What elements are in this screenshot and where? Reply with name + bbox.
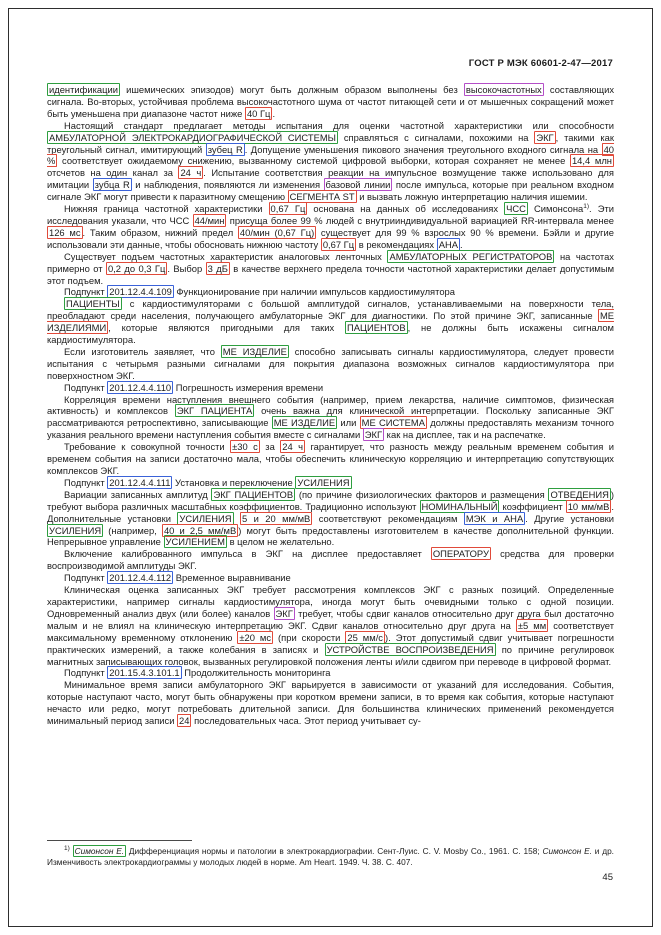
text-run: или xyxy=(337,417,360,429)
text-run: средства для проверки воспроизводимой амплитуды ЭКГ. xyxy=(47,548,614,572)
paragraph xyxy=(47,346,614,382)
text-run: . Допущение уменьшения пикового значения треугольного входного сигнала на xyxy=(244,143,602,155)
highlighted-term: ПАЦИЕНТОВ xyxy=(347,322,406,334)
text-run: на частотах примерно от xyxy=(47,250,614,274)
highlighted-term: ОПЕРАТОРУ xyxy=(432,548,489,560)
text-run: . xyxy=(459,238,463,250)
text-run: в целом не желательно. xyxy=(226,536,335,548)
highlighted-term: 3 дБ xyxy=(207,262,228,274)
highlighted-term: МЕ СИСТЕМА xyxy=(361,417,425,429)
text-run: , не должны быть искажены сигналом кардиостимулятора. xyxy=(47,322,614,346)
text-run: последовательных часа. Этот период учитывает су- xyxy=(191,715,421,727)
clause-heading xyxy=(47,667,614,679)
text-run: Временное выравнивание xyxy=(173,572,291,584)
highlighted-term: ±20 мс xyxy=(239,631,272,643)
text-run: , такими как треугольный сигнал, имитирующий xyxy=(47,131,614,155)
text-run: 1) xyxy=(583,202,590,210)
text-run: Если изготовитель заявляет, что xyxy=(64,345,221,357)
clause-heading xyxy=(47,382,614,394)
footnote-separator xyxy=(47,840,192,841)
text-run: ) требуют выбора различных масштабных коэффициентов. Традиционно используют xyxy=(47,488,614,512)
highlighted-term: АНА xyxy=(438,238,458,250)
text-run: Симонсон Е. xyxy=(542,846,592,856)
highlighted-term: 25 мм/с xyxy=(347,631,383,643)
highlighted-term: УСТРОЙСТВЕ ВОСПРОИЗВЕДЕНИЯ xyxy=(326,643,494,655)
highlighted-term: базовой линии xyxy=(325,179,391,191)
highlighted-term: 24 xyxy=(179,715,190,727)
highlighted-term: ПАЦИЕНТЫ xyxy=(66,298,120,310)
highlighted-term: 24 ч xyxy=(282,441,304,453)
highlighted-term: идентификации xyxy=(49,84,118,95)
text-run: . Выбор xyxy=(167,262,206,274)
paragraph xyxy=(47,298,614,346)
text-run: требует, чтобы сдвиг каналов относительно друг друга был достаточно малым и не влиял на клиническую интерпретацию ЭКГ. Сдвиг каналов относительно друг друга на xyxy=(47,607,614,631)
text-run: существует для 99 % взрослых 90 % времени. Бэйли и другие использовали эти данные, чтобы обосновать нижнюю частоту xyxy=(47,226,615,250)
document-header: ГОСТ Р МЭК 60601-2-47—2017 xyxy=(468,58,613,69)
document-body xyxy=(47,84,614,727)
highlighted-term: АМБУЛАТОРНОЙ ЭЛЕКТРОКАРДИОГРАФИЧЕСКОЙ СИСТЕМЫ xyxy=(49,131,336,143)
text-run: по причине регулировок магнитных записывающих головок, вызванных регулировкой положения ленты и/или сдвигом при переводе в цифровой формат. xyxy=(47,643,614,667)
text-run: справляться с сигналами, похожими на xyxy=(337,131,535,143)
text-run: Корреляция времени наступления внешнего события (например, прием лекарства, наличие симптомов, физическая активность) и комплексов xyxy=(47,393,614,417)
text-run: Погрешность измерения времени xyxy=(173,381,324,393)
highlighted-term: ЭКГ xyxy=(536,131,554,143)
highlighted-term: ЭКГ ПАЦИЕНТОВ xyxy=(213,488,294,500)
paragraph xyxy=(47,548,614,572)
text-run: Дифференциация нормы и патологии в электрокардиографии. Сент-Луис. C. V. Mosby Co., 1961. С. 158; xyxy=(126,846,543,856)
highlighted-term: ±5 мм xyxy=(517,619,547,631)
text-run: . Дополнительные установки xyxy=(47,500,614,524)
highlighted-term: МЕ ИЗДЕЛИЕ xyxy=(273,417,336,429)
highlighted-term: УСИЛЕНИЕМ xyxy=(165,536,225,548)
page-number: 45 xyxy=(602,872,613,883)
text-run: . Эти исследования указали, что ЧСС xyxy=(47,203,614,226)
text-run: как на дисплее, так и на распечатке. xyxy=(384,429,546,441)
highlighted-term: 24 ч xyxy=(180,167,202,179)
highlighted-term: 201.12.4.4.110 xyxy=(109,381,172,393)
text-run: соответствуют рекомендациям xyxy=(312,512,464,524)
text-run: соответствует максимальному временному отклонению xyxy=(47,619,614,643)
paragraph xyxy=(47,679,614,727)
text-run: Нижняя граница частотной характеристики xyxy=(64,203,269,215)
text-run: и др. Изменчивость электрокардиограммы у молодых людей в норме. Am Heart. 1949. Ч. 38. С. 407. xyxy=(47,846,614,867)
text-run: гарантирует, что разность между реальным временем события и временем события на записи достаточно мала, чтобы обеспечить клиническую корреляцию и интерпретацию сопутствующих комплексов ЭКГ. xyxy=(47,441,614,476)
highlighted-term: 201.12.4.4.112 xyxy=(109,572,172,584)
highlighted-term: МЕ ИЗДЕЛИЕ xyxy=(222,345,287,357)
text-run: и вызвать ложную интерпретацию наличия ишемии. xyxy=(356,191,588,203)
highlighted-term: 10 мм/мВ xyxy=(567,500,610,512)
highlighted-term: 14,4 млн xyxy=(571,155,612,167)
highlighted-term: зубца R xyxy=(94,179,130,191)
highlighted-term: УСИЛЕНИЯ xyxy=(179,512,232,524)
text-run: 1) xyxy=(64,845,70,853)
highlighted-term: МЕ ИЗДЕЛИЯМИ xyxy=(47,310,614,334)
text-run: Установка и переключение xyxy=(172,476,296,488)
text-run: должны предоставлять механизм точного указания реального времени наступления события вместе с сигналами xyxy=(47,417,614,441)
text-run: . Испытание соответствия реакции на импульсное возмущение также использовано для имитации xyxy=(47,167,614,191)
highlighted-term: СЕГМЕНТА ST xyxy=(289,191,355,203)
text-run: присуща более 99 % людей с внутрииндивидуальной вариацией RR-интервала менее xyxy=(226,214,614,226)
text-run: Функционирование при наличии импульсов кардиостимулятора xyxy=(173,286,455,298)
highlighted-term: 0,67 Гц xyxy=(270,203,306,215)
paragraph xyxy=(47,251,614,287)
highlighted-term: 0,67 Гц xyxy=(322,238,355,250)
clause-heading xyxy=(47,477,614,489)
paragraph xyxy=(47,584,614,667)
text-run: отсчетов на один канал за xyxy=(47,167,179,179)
highlighted-term: 126 мс xyxy=(49,226,81,238)
highlighted-term: Симонсон Е. xyxy=(74,846,125,856)
highlighted-term: ±30 с xyxy=(232,441,258,453)
text-run: Клиническая оценка записанных ЭКГ требует рассмотрения комплексов ЭКГ с разных позиций. Определенные характеристики, например сигналы кардиостимулятора, иногда могут быть очевидными только с одной позиции. Одновременный анализ двух (или более) каналов xyxy=(47,584,614,619)
highlighted-term: зубец R xyxy=(207,143,243,155)
paragraph xyxy=(47,441,614,477)
highlighted-term: ЭКГ ПАЦИЕНТА xyxy=(176,405,253,417)
highlighted-term: АМБУЛАТОРНЫХ РЕГИСТРАТОРОВ xyxy=(389,250,553,262)
text-run: . Другие установки xyxy=(525,512,615,524)
text-run: ). Этот допустимый сдвиг учитывает погрешности практических измерений, а также колебания в записях и xyxy=(47,631,615,655)
highlighted-term: 201.15.4.3.101.1 xyxy=(109,667,180,679)
text-run: Подпункт xyxy=(64,381,108,393)
text-run: Подпункт xyxy=(64,667,108,679)
text-run: ишемических эпизодов) могут быть должным образом выполнены без xyxy=(119,84,464,95)
paragraph xyxy=(47,203,614,251)
highlighted-term: 40/мин (0,67 Гц) xyxy=(239,226,315,238)
highlighted-term: 44/мин xyxy=(194,214,225,226)
text-run: ) могут быть предоставлены изготовителем в качестве дополнительной функции. Непрерывное управление xyxy=(47,524,614,548)
text-run: с кардиостимуляторами с большой амплитудой сигналов, устанавливаемыми на поверхности тела, преобладают среди населения, получающего амбулаторные ЭКГ для диагностики. По этой причине ЭКГ, записанные xyxy=(47,298,614,322)
highlighted-term: ЧСС xyxy=(506,203,526,215)
text-run: (по причине физиологических факторов и размещения xyxy=(295,488,549,500)
highlighted-term: УСИЛЕНИЯ xyxy=(49,524,102,536)
text-run: и наблюдения, появляются ли изменения xyxy=(131,179,324,191)
paragraph xyxy=(47,120,614,203)
highlighted-term: УСИЛЕНИЯ xyxy=(297,476,350,488)
clause-heading xyxy=(47,572,614,584)
text-run: (при скорости xyxy=(273,631,346,643)
paragraph xyxy=(47,394,614,442)
clause-heading xyxy=(47,286,614,298)
highlighted-term: 201.12.4.4.111 xyxy=(109,476,171,488)
text-run: Подпункт xyxy=(64,286,108,298)
highlighted-term: 40 Гц xyxy=(246,107,271,119)
text-run: Требование к совокупной точности xyxy=(64,441,231,453)
text-run: Вариации записанных амплитуд xyxy=(64,488,212,500)
text-run: очень важна для клинической интерпретации. Поскольку записанные ЭКГ рассматриваются ретроспективно, записывающие xyxy=(47,405,614,429)
text-run: основана на данных об исследованиях xyxy=(307,203,505,215)
highlighted-term: МЭК и АНА xyxy=(465,512,524,524)
text-run: после импульса, которые при реальном входном сигнале ЭКГ могут привести к паразитному смещению xyxy=(47,179,614,203)
highlighted-term: 40 и 2,5 мм/мВ xyxy=(163,524,237,536)
text-run: Продолжительность мониторинга xyxy=(181,667,331,679)
text-run: (например, xyxy=(103,524,162,536)
highlighted-term: 40 % xyxy=(47,143,614,167)
text-run: в рекомендациях xyxy=(356,238,437,250)
text-run: соответствует ожидаемому снижению, вызванному системой цифровой выборки, которая сохраняет не менее xyxy=(57,155,570,167)
highlighted-term: 201.12.4.4.109 xyxy=(109,286,172,298)
text-run: Подпункт xyxy=(64,476,108,488)
highlighted-term: НОМИНАЛЬНЫЙ xyxy=(421,500,498,512)
text-run: Существует подъем частотных характеристик аналоговых ленточных xyxy=(64,250,388,262)
text-run: в качестве верхнего предела точности частотной характеристики делает допустимым этот подъем. xyxy=(47,262,615,286)
text-run: Минимальное время записи амбулаторного ЭКГ варьируется в зависимости от указаний для исследования. События, которые наступают часто, могут быть обнаружены при коротком времени записи, в то время как события, которые наступают нечасто или редко, могут потребовать длительной записи. Для большинства клинических применений рекомендуется минимальный период записи xyxy=(47,679,614,727)
paragraph xyxy=(47,489,614,549)
text-run: Включение калиброванного импульса в ЭКГ на дисплее предоставляет xyxy=(64,548,431,560)
paragraph xyxy=(47,84,614,120)
text-run: составляющих сигнала. Во-вторых, устойчивая проблема высокочастотного шума от частот питающей сети и от мышечных сокращений может быть уменьшена при диапазоне частот ниже xyxy=(47,84,615,119)
text-run: Подпункт xyxy=(64,572,108,584)
text-run: Настоящий стандарт предлагает методы испытания для оценки частотной характеристики или способности xyxy=(64,119,614,131)
text-run: . Таким образом, нижний предел xyxy=(82,226,238,238)
highlighted-term: высокочастотных xyxy=(465,84,542,95)
text-run: способно записывать сигналы кардиостимулятора, следует провести испытания с четырьмя разными сигналами для покрытия диапазона возможных сигналов кардиостимулятора при поверхностном ЭКГ. xyxy=(47,345,614,381)
highlighted-term: ОТВЕДЕНИЯ xyxy=(550,488,609,500)
footnote-text xyxy=(47,846,614,867)
highlighted-term: ЭКГ xyxy=(364,429,383,441)
highlighted-term: 0,2 до 0,3 Гц xyxy=(107,262,166,274)
text-run: . xyxy=(272,107,276,119)
text-run: за xyxy=(259,441,281,453)
highlighted-term: 5 и 20 мм/мВ xyxy=(242,512,311,524)
highlighted-term: ЭКГ xyxy=(275,607,293,619)
text-run: Симонсона xyxy=(527,203,584,215)
text-run: , которые являются пригодными для таких xyxy=(108,322,346,334)
text-run: коэффициент xyxy=(499,500,566,512)
